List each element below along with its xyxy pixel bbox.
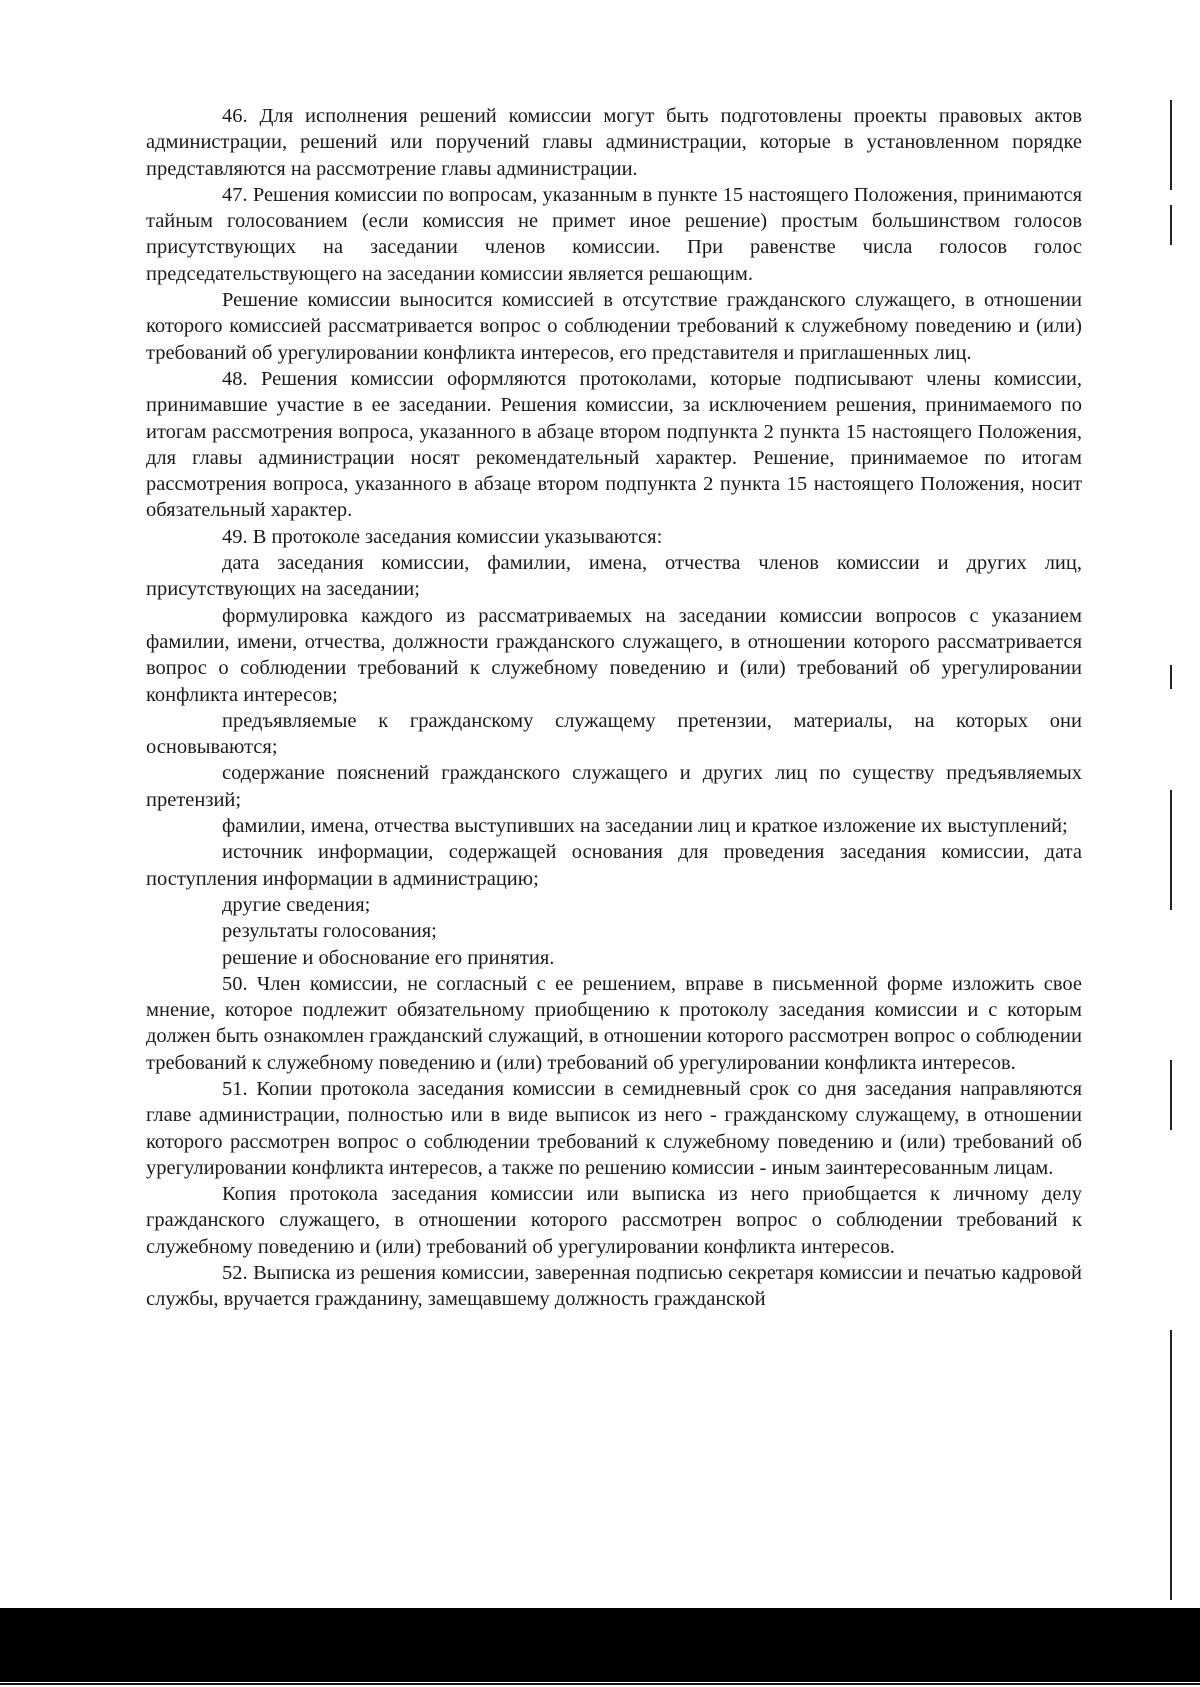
protocol-item-speakers: фамилии, имена, отчества выступивших на заседании лиц и краткое изложение их выступлений;	[222, 815, 1068, 838]
protocol-item-date: дата заседания комиссии, фамилии, имена, отчества членов комиссии и других лиц, присутствующих на заседании;	[146, 552, 1082, 601]
scan-edge-mark	[1170, 1060, 1172, 1130]
paragraph-51-copy: Копия протокола заседания комиссии или выписка из него приобщается к личному делу гражданского служащего, в отношении которого рассмотрен вопрос о соблюдении требований к служебному поведению и (или) требований об урегулировании конфликта интересов.	[146, 1183, 1082, 1258]
scan-edge-mark	[1170, 665, 1172, 689]
scan-footer-band	[0, 1608, 1200, 1682]
paragraph-51: 51. Копии протокола заседания комиссии в семидневный срок со дня заседания направляются главе администрации, полностью или в виде выписок из него - гражданскому служащему, в отношении которого рассмотрен вопрос о соблюдении требований к служебному поведению и (или) требований об урегулировании конфликта интересов, а также по решению комиссии - иным заинтересованным лицам.	[146, 1077, 1082, 1179]
document-body	[146, 103, 1082, 1313]
paragraph-47: 47. Решения комиссии по вопросам, указанным в пункте 15 настоящего Положения, принимаются тайным голосованием (если комиссия не примет иное решение) простым большинством голосов присутствующих на заседании членов комиссии. При равенстве числа голосов голос председательствующего на заседании комиссии является решающим.	[146, 183, 1082, 285]
protocol-item-explanations: содержание пояснений гражданского служащего и других лиц по существу предъявляемых претензий;	[146, 762, 1082, 811]
scan-footer-line	[0, 1683, 1200, 1685]
protocol-item-other: другие сведения;	[222, 893, 371, 916]
paragraph-48: 48. Решения комиссии оформляются протоколами, которые подписывают члены комиссии, принимавшие участие в ее заседании. Решения комиссии, за исключением решения, принимаемого по итогам рассмотрения вопроса, указанного в абзаце втором подпункта 2 пункта 15 настоящего Положения, для главы администрации носят рекомендательный характер. Решение, принимаемое по итогам рассмотрения вопроса, указанного в абзаце втором подпункта 2 пункта 15 настоящего Положения, носит обязательный характер.	[146, 367, 1082, 522]
scan-edge-mark	[1170, 100, 1172, 190]
protocol-item-decision: решение и обоснование его принятия.	[222, 946, 555, 969]
protocol-item-source: источник информации, содержащей основания для проведения заседания комиссии, дата поступления информации в администрацию;	[146, 841, 1082, 890]
protocol-item-voting: результаты голосования;	[222, 920, 437, 943]
protocol-item-questions: формулировка каждого из рассматриваемых на заседании комиссии вопросов с указанием фамилии, имени, отчества, должности гражданского служащего, в отношении которого рассматривается вопрос о соблюдении требований к служебному поведению и (или) требований об урегулировании конфликта интересов;	[146, 604, 1082, 706]
paragraph-46: 46. Для исполнения решений комиссии могут быть подготовлены проекты правовых актов администрации, решений или поручений главы администрации, которые в установленном порядке представляются на рассмотрение главы администрации.	[146, 105, 1082, 180]
scan-edge-mark	[1170, 1330, 1172, 1600]
paragraph-50: 50. Член комиссии, не согласный с ее решением, вправе в письменной форме изложить свое мнение, которое подлежит обязательному приобщению к протоколу заседания комиссии и с которым должен быть ознакомлен гражданский служащий, в отношении которого рассмотрен вопрос о соблюдении требований к служебному поведению и (или) требований об урегулировании конфликта интересов.	[146, 972, 1082, 1074]
paragraph-47-decision-absence: Решение комиссии выносится комиссией в отсутствие гражданского служащего, в отношении которого комиссией рассматривается вопрос о соблюдении требований к служебному поведению и (или) требований об урегулировании конфликта интересов, его представителя и приглашенных лиц.	[146, 289, 1082, 364]
protocol-item-claims: предъявляемые к гражданскому служащему претензии, материалы, на которых они основываются;	[146, 709, 1082, 759]
paragraph-49: 49. В протоколе заседания комиссии указываются:	[222, 525, 663, 548]
scan-edge-mark	[1170, 790, 1172, 910]
scan-edge-mark	[1170, 205, 1172, 245]
paragraph-52: 52. Выписка из решения комиссии, заверенная подписью секретаря комиссии и печатью кадровой службы, вручается гражданину, замещавшему должность гражданской	[146, 1262, 1082, 1311]
